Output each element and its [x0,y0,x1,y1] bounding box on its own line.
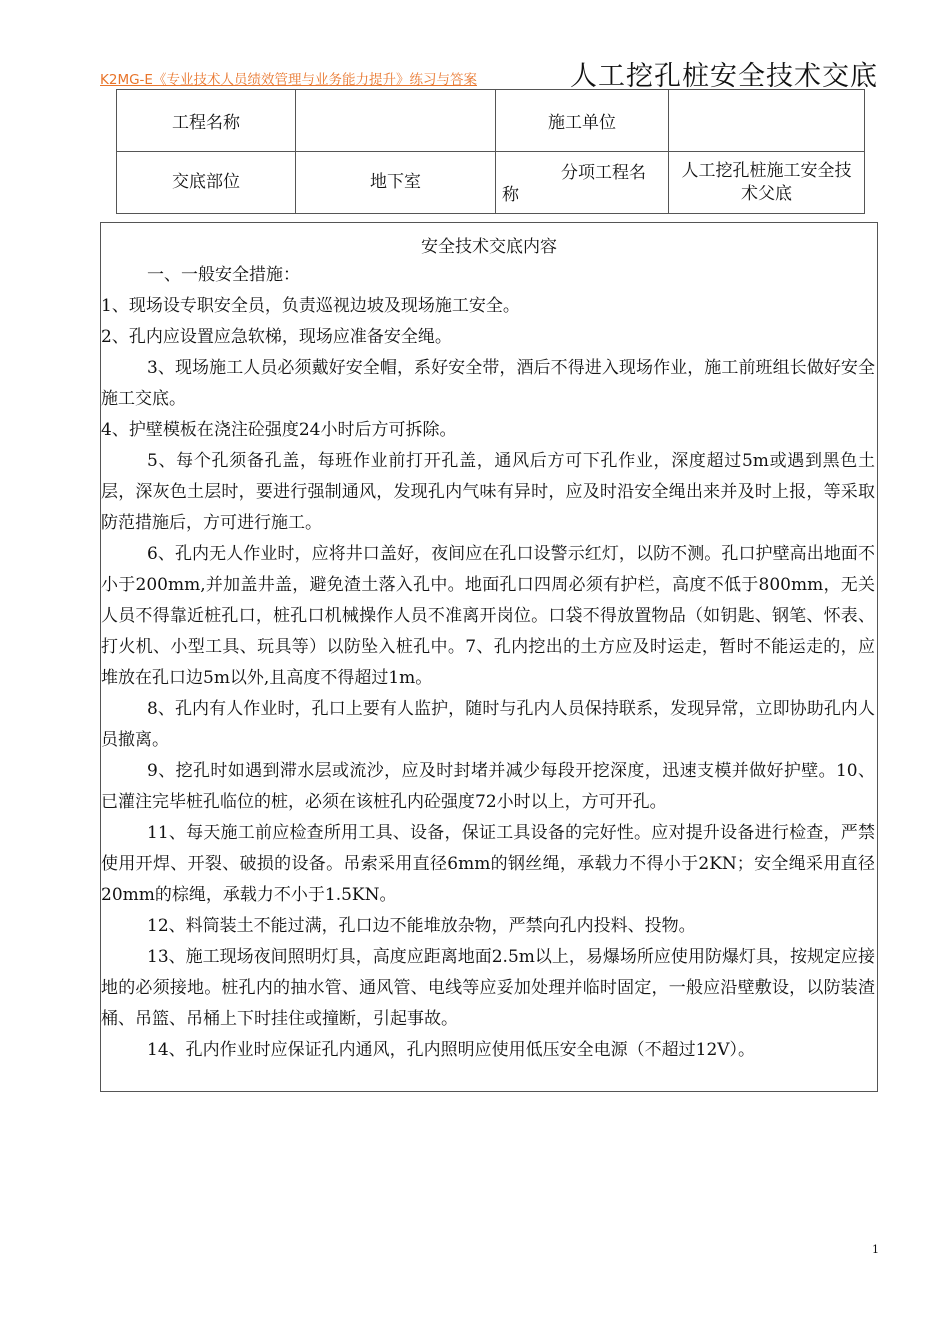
paragraph: 2、孔内应设置应急软梯，现场应准备安全绳。 [101,327,452,347]
sub-project-label-wrap: 称 [502,185,519,205]
paragraph: 6、孔内无人作业时，应将井口盖好，夜间应在孔口设警示红灯，以防不测。孔口护壁高出地面不小于200mm,并加盖井盖，避免渣土落入孔中。地面孔口四周必须有护栏，高度不低于800mm，无关人员不得靠近桩孔口，桩孔口机械操作人员不准离开岗位。口袋不得放置物品（如钥匙、钢笔、怀表、打火机、小型工具、玩具等）以防坠入桩孔中。7、孔内挖出的土方应及时运走，暂时不能运走的，应堆放在孔口边5m以外,且高度不得超过1m。 [101,544,875,688]
paragraph: 11、每天施工前应检查所用工具、设备，保证工具设备的完好性。应对提升设备进行检查，严禁使用开焊、开裂、破损的设备。吊索采用直径6mm的钢丝绳，承载力不得小于2KN；安全绳采用直径20mm的棕绳，承载力不小于1.5KN。 [101,823,875,905]
paragraph: 13、施工现场夜间照明灯具，高度应距离地面2.5m以上，易爆场所应使用防爆灯具，按规定应接地的必须接地。桩孔内的抽水管、通风管、电线等应妥加处理并临时固定，一般应沿壁敷设，以防装渣桶、吊篮、吊桶上下时挂住或撞断，引起事故。 [101,947,875,1029]
section-heading: 一、一般安全措施： [147,265,300,285]
page-header [100,54,880,94]
location-label: 交底部位 [117,152,296,214]
info-row [117,90,865,152]
content-box [100,222,878,1092]
header-link[interactable]: K2MG-E《专业技术人员绩效管理与业务能力提升》练习与答案 [100,72,477,88]
location-value: 地下室 [296,152,496,214]
paragraph: 4、护壁模板在浇注砼强度24小时后方可拆除。 [101,420,457,440]
paragraph: 9、挖孔时如遇到滞水层或流沙，应及时封堵并减少每段开挖深度，迅速支模并做好护壁。10、已灌注完毕桩孔临位的桩，必须在该桩孔内砼强度72小时以上，方可开孔。 [101,761,875,812]
project-name-value [296,90,496,152]
paragraph: 8、孔内有人作业时，孔口上要有人监护，随时与孔内人员保持联系，发现异常，立即协助孔内人员撤离。 [101,699,875,750]
paragraph: 12、料筒装土不能过满，孔口边不能堆放杂物，严禁向孔内投料、投物。 [147,916,696,936]
info-table [116,89,865,214]
sub-project-label: 分项工程名 [561,163,646,183]
document-title: 人工挖孔桩安全技术交底 [570,61,878,92]
page-number: 1 [872,1243,879,1256]
construction-unit-label: 施工单位 [496,90,669,152]
construction-unit-value [669,90,865,152]
paragraph: 14、孔内作业时应保证孔内通风，孔内照明应使用低压安全电源（不超过12V）。 [147,1040,756,1060]
paragraph: 5、每个孔须备孔盖，每班作业前打开孔盖，通风后方可下孔作业，深度超过5m或遇到黑色土层，深灰色土层时，要进行强制通风，发现孔内气味有异时，应及时沿安全绳出来并及时上报，等采取防范措施后，方可进行施工。 [101,451,875,533]
paragraph: 3、现场施工人员必须戴好安全帽，系好安全带，酒后不得进入现场作业，施工前班组长做好安全施工交底。 [101,358,875,409]
sub-project-label-cell [496,152,669,214]
info-row [117,152,865,214]
paragraph: 1、现场设专职安全员，负责巡视边坡及现场施工安全。 [101,296,520,316]
content-title: 安全技术交底内容 [421,237,557,257]
sub-project-value: 人工挖孔桩施工安全技术父底 [669,152,865,214]
project-name-label: 工程名称 [117,90,296,152]
content-body [101,260,877,1066]
